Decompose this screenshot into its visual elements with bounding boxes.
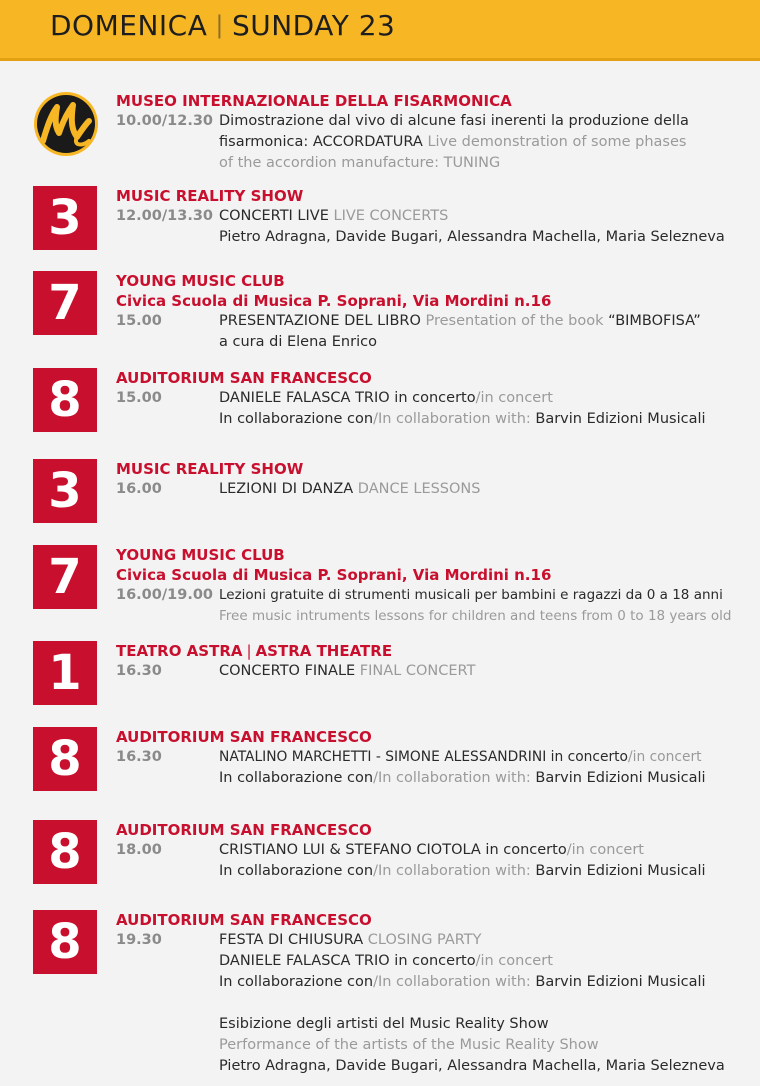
event-desc-it: Esibizione degli artisti del Music Reality Show	[219, 1016, 549, 1032]
day-english: SUNDAY 23	[231, 9, 396, 42]
title-separator: |	[246, 642, 252, 660]
event-desc-it: CONCERTO FINALE	[219, 663, 356, 679]
event-title-en: ASTRA THEATRE	[255, 642, 393, 660]
event-performers: Pietro Adragna, Davide Bugari, Alessandra Machella, Maria Selezneva	[219, 1058, 725, 1074]
museum-logo-icon	[33, 91, 99, 157]
event-desc-en: /in concert	[475, 953, 553, 969]
location-badge: 7	[33, 545, 97, 609]
event-subtitle: Civica Scuola di Musica P. Soprani, Via Mordini n.16	[116, 566, 552, 584]
event-desc-en: FINAL CONCERT	[355, 663, 476, 679]
event-desc-it: NATALINO MARCHETTI - SIMONE ALESSANDRINI in concerto	[219, 749, 628, 765]
event-time: 15.00	[116, 390, 162, 406]
event-desc-it: Dimostrazione dal vivo di alcune fasi inerenti la produzione della	[219, 113, 689, 129]
event-desc-en: /in concert	[627, 749, 702, 765]
event-desc-it: In collaborazione con	[219, 411, 374, 427]
day-header	[0, 0, 760, 61]
event-desc-en: DANCE LESSONS	[353, 481, 481, 497]
location-badge: 3	[33, 459, 97, 523]
event-desc-en: /In collaboration with:	[373, 411, 531, 427]
event-desc-en: Performance of the artists of the Music Reality Show	[219, 1037, 599, 1053]
event-desc-it: LEZIONI DI DANZA	[219, 481, 354, 497]
event-title: YOUNG MUSIC CLUB	[116, 546, 285, 564]
event-title: AUDITORIUM SAN FRANCESCO	[116, 821, 372, 839]
event-desc-it: In collaborazione con	[219, 974, 374, 990]
event-time: 15.00	[116, 313, 162, 329]
location-badge: 8	[33, 910, 97, 974]
event-desc-en: /in concert	[566, 842, 644, 858]
event-title: AUDITORIUM SAN FRANCESCO	[116, 369, 372, 387]
event-title: MUSIC REALITY SHOW	[116, 187, 304, 205]
event-time: 16.30	[116, 663, 162, 679]
location-badge: 8	[33, 820, 97, 884]
event-desc-it: In collaborazione con	[219, 863, 374, 879]
event-desc-it: PRESENTAZIONE DEL LIBRO	[219, 313, 421, 329]
location-badge: 1	[33, 641, 97, 705]
event-desc-en: Presentation of the book	[420, 313, 604, 329]
event-title: TEATRO ASTRA	[116, 642, 243, 660]
event-desc-it: Barvin Edizioni Musicali	[530, 770, 706, 786]
event-desc-en: LIVE CONCERTS	[328, 208, 449, 224]
event-desc-it: a cura di Elena Enrico	[219, 334, 377, 350]
event-performers: Pietro Adragna, Davide Bugari, Alessandra Machella, Maria Selezneva	[219, 229, 725, 245]
event-desc-en: Free music intruments lessons for children and teens from 0 to 18 years old	[219, 608, 732, 624]
location-badge: 8	[33, 727, 97, 791]
event-desc-it: CONCERTI LIVE	[219, 208, 329, 224]
event-time: 18.00	[116, 842, 162, 858]
location-badge: 7	[33, 271, 97, 335]
event-time: 19.30	[116, 932, 162, 948]
event-desc-en: /In collaboration with:	[373, 974, 531, 990]
location-badge: 8	[33, 368, 97, 432]
event-desc-it: fisarmonica: ACCORDATURA	[219, 134, 423, 150]
event-time: 16.30	[116, 749, 162, 765]
event-desc-en: /In collaboration with:	[373, 770, 531, 786]
day-title	[50, 9, 395, 42]
event-desc-it: Lezioni gratuite di strumenti musicali per bambini e ragazzi da 0 a 18 anni	[219, 587, 723, 603]
event-title: AUDITORIUM SAN FRANCESCO	[116, 728, 372, 746]
event-desc-en: CLOSING PARTY	[363, 932, 482, 948]
event-desc-it: Barvin Edizioni Musicali	[530, 411, 706, 427]
event-time: 16.00	[116, 481, 162, 497]
event-title: MUSIC REALITY SHOW	[116, 460, 304, 478]
event-title: YOUNG MUSIC CLUB	[116, 272, 285, 290]
header-separator: |	[215, 11, 224, 39]
event-desc-en: of the accordion manufacture: TUNING	[219, 155, 501, 171]
day-italian: DOMENICA	[50, 9, 208, 42]
event-time: 10.00/12.30	[116, 113, 214, 129]
event-time: 12.00/13.30	[116, 208, 214, 224]
event-desc-it: DANIELE FALASCA TRIO in concerto	[219, 953, 476, 969]
event-subtitle: Civica Scuola di Musica P. Soprani, Via Mordini n.16	[116, 292, 552, 310]
event-desc-it: Barvin Edizioni Musicali	[530, 974, 706, 990]
event-desc-it: CRISTIANO LUI & STEFANO CIOTOLA in concerto	[219, 842, 567, 858]
event-time: 16.00/19.00	[116, 587, 214, 603]
location-badge: 3	[33, 186, 97, 250]
event-desc-it: Barvin Edizioni Musicali	[530, 863, 706, 879]
event-title: MUSEO INTERNAZIONALE DELLA FISARMONICA	[116, 92, 512, 110]
event-desc-en: /in concert	[475, 390, 553, 406]
event-desc-it: FESTA DI CHIUSURA	[219, 932, 364, 948]
event-title: AUDITORIUM SAN FRANCESCO	[116, 911, 372, 929]
event-desc-en: Live demonstration of some phases	[422, 134, 687, 150]
event-desc-it: “BIMBOFISA”	[603, 313, 701, 329]
event-desc-it: DANIELE FALASCA TRIO in concerto	[219, 390, 476, 406]
event-desc-it: In collaborazione con	[219, 770, 374, 786]
event-desc-en: /In collaboration with:	[373, 863, 531, 879]
